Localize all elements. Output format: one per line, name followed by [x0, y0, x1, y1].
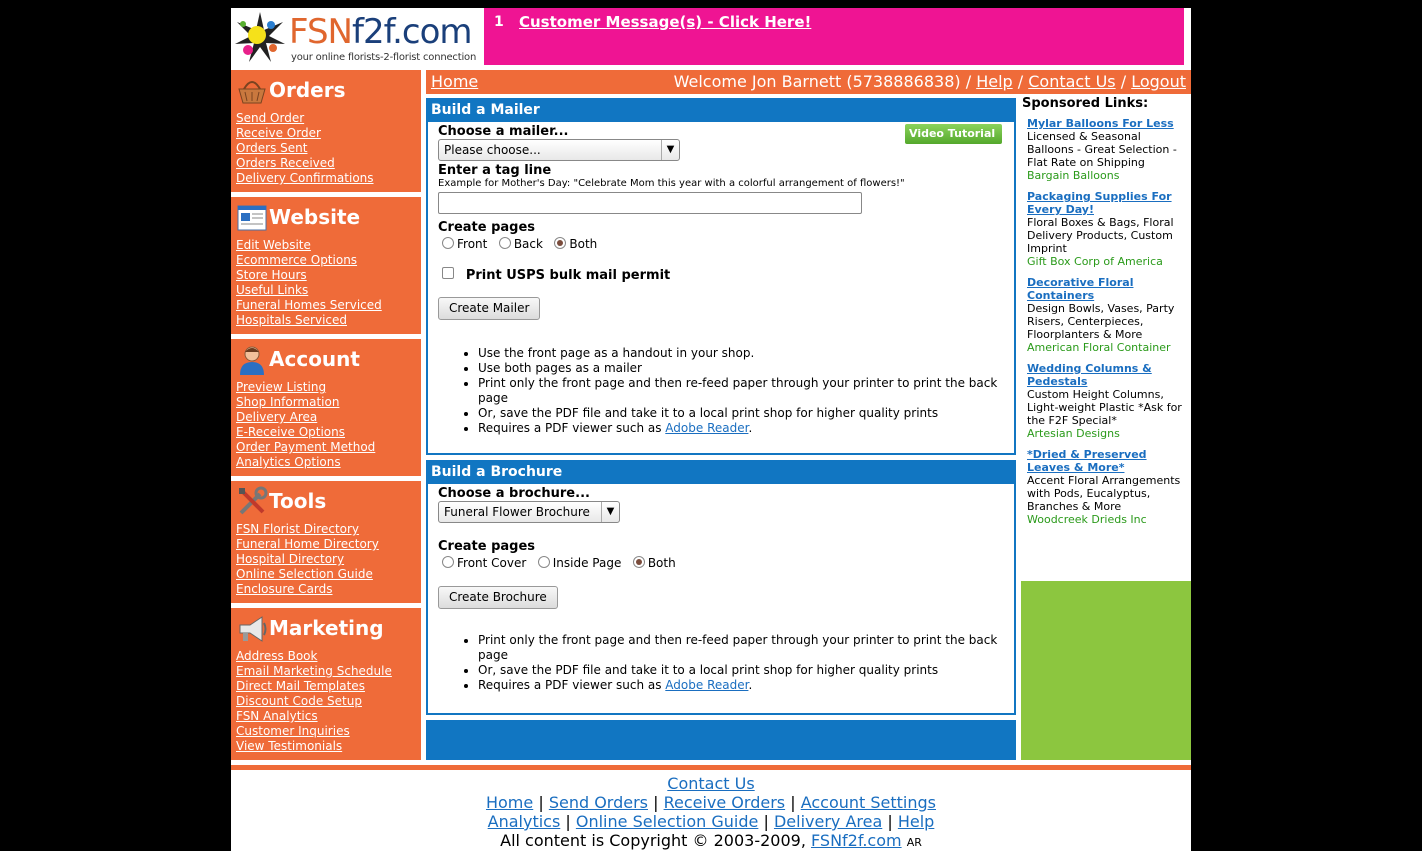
nav-separator: / [1017, 72, 1024, 91]
sidebar-item-funeral-homes-serviced[interactable]: Funeral Homes Serviced [236, 298, 382, 312]
ad-description: Design Bowls, Vases, Party Risers, Centerpieces, Floorplanters & More [1027, 302, 1175, 341]
customer-message-bar [484, 8, 1184, 65]
footer-account-settings-link[interactable]: Account Settings [800, 793, 936, 812]
blue-footer-bar [426, 720, 1016, 760]
sidebar-item-direct-mail-templates[interactable]: Direct Mail Templates [236, 679, 365, 693]
ad-company: Bargain Balloons [1027, 169, 1120, 182]
bulk-permit-checkbox[interactable] [442, 267, 454, 279]
build-brochure-panel [426, 460, 1016, 715]
sidebar-marketing-title: Marketing [269, 616, 384, 640]
top-nav-bar [426, 70, 1191, 94]
list-item: • Print only the front page and then re-feed paper through your printer to print the back page [478, 376, 1004, 406]
sidebar-item-address-book[interactable]: Address Book [236, 649, 318, 663]
sidebar-item-view-testimonials[interactable]: View Testimonials [236, 739, 343, 753]
ad-title-link[interactable]: Decorative Floral Containers [1027, 276, 1134, 302]
logo-tagline: your online florists-2-florist connection [291, 52, 477, 63]
footer-analytics-link[interactable]: Analytics [487, 812, 561, 831]
sidebar-item-ecommerce-options[interactable]: Ecommerce Options [236, 253, 358, 267]
ad-item [1021, 448, 1191, 534]
sidebar-item-preview-listing[interactable]: Preview Listing [236, 380, 327, 394]
ad-title-link[interactable]: Packaging Supplies For Every Day! [1027, 190, 1172, 216]
megaphone-icon [236, 613, 268, 645]
footer-online-selection-guide-link[interactable]: Online Selection Guide [575, 812, 759, 831]
sidebar-item-online-selection-guide[interactable]: Online Selection Guide [236, 567, 373, 581]
sidebar-item-edit-website[interactable]: Edit Website [236, 238, 311, 252]
nav-help-link[interactable]: Help [976, 72, 1013, 91]
nav-home-link[interactable]: Home [431, 72, 479, 91]
list-item: • Use the front page as a handout in your shop. [478, 346, 1004, 361]
footer-help-link[interactable]: Help [897, 812, 935, 831]
mailer-radio-front-label: Front [457, 237, 488, 251]
ad-company: Gift Box Corp of America [1027, 255, 1163, 268]
sidebar-orders-title: Orders [269, 78, 346, 102]
list-item: • Or, save the PDF file and take it to a local print shop for higher quality prints [478, 663, 1004, 678]
footer-separator: | [653, 793, 659, 812]
footer-tag: AR [906, 836, 922, 849]
sidebar-item-fsn-florist-directory[interactable]: FSN Florist Directory [236, 522, 360, 536]
nav-logout-link[interactable]: Logout [1131, 72, 1186, 91]
footer-divider [231, 765, 1191, 770]
brochure-radio-both[interactable] [633, 556, 645, 568]
sidebar-item-analytics-options[interactable]: Analytics Options [236, 455, 341, 469]
footer-separator: | [565, 812, 571, 831]
sidebar-item-fsn-analytics[interactable]: FSN Analytics [236, 709, 318, 723]
sidebar-item-store-hours[interactable]: Store Hours [236, 268, 307, 282]
sidebar-item-send-order[interactable]: Send Order [236, 111, 305, 125]
list-item: • Requires a PDF viewer such as Adobe Reader. [478, 421, 1004, 436]
brochure-select-value: Funeral Flower Brochure [444, 505, 590, 519]
brochure-instructions [438, 633, 1004, 693]
create-mailer-button[interactable]: Create Mailer [438, 297, 540, 320]
customer-messages-link[interactable]: Customer Message(s) - Click Here! [519, 13, 812, 31]
ad-description: Accent Floral Arrangements with Pods, Eucalyptus, Branches & More [1027, 474, 1181, 513]
sidebar-account [231, 339, 421, 476]
brochure-select[interactable] [438, 501, 620, 523]
list-item: • Use both pages as a mailer [478, 361, 1004, 376]
sidebar-website-title: Website [269, 205, 361, 229]
tools-icon [236, 486, 268, 518]
ad-company: Artesian Designs [1027, 427, 1120, 440]
mailer-radio-both-label: Both [569, 237, 598, 251]
sidebar-item-receive-order[interactable]: Receive Order [236, 126, 321, 140]
ad-description: Floral Boxes & Bags, Floral Delivery Products, Custom Imprint [1027, 216, 1174, 255]
green-ad-area [1021, 581, 1191, 760]
footer-separator: | [790, 793, 796, 812]
choose-mailer-label: Choose a mailer... [438, 124, 569, 139]
nav-separator: / [1120, 72, 1127, 91]
brochure-create-pages-label: Create pages [438, 539, 536, 554]
sidebar-item-enclosure-cards[interactable]: Enclosure Cards [236, 582, 333, 596]
mailer-radio-front[interactable] [442, 237, 454, 249]
brochure-radio-inside-page-label: Inside Page [552, 556, 622, 570]
mailer-radio-back-label: Back [513, 237, 543, 251]
sponsored-title: Sponsored Links: [1022, 96, 1149, 111]
footer [231, 774, 1191, 851]
choose-brochure-label: Choose a brochure... [438, 486, 590, 501]
video-tutorial-label: Video Tutorial [909, 127, 996, 140]
camera-icon: ▩ [909, 147, 920, 160]
sidebar-item-email-marketing-schedule[interactable]: Email Marketing Schedule [236, 664, 392, 678]
brochure-radio-both-label: Both [647, 556, 676, 570]
sidebar-item-delivery-confirmations[interactable]: Delivery Confirmations [236, 171, 374, 185]
sidebar-item-order-payment-method[interactable]: Order Payment Method [236, 440, 376, 454]
page [231, 8, 1191, 851]
nav-user-links [674, 72, 1186, 91]
tag-line-input[interactable] [438, 192, 862, 214]
bulk-permit-label: Print USPS bulk mail permit [465, 268, 671, 283]
sidebar-item-delivery-area[interactable]: Delivery Area [236, 410, 318, 424]
mailer-select[interactable] [438, 139, 680, 161]
ad-company: American Floral Container [1027, 341, 1171, 354]
flower-burst-icon [233, 10, 287, 64]
sidebar-item-useful-links[interactable]: Useful Links [236, 283, 309, 297]
welcome-text: Welcome Jon Barnett (5738886838) / [673, 72, 972, 91]
brochure-radio-front-cover-label: Front Cover [457, 556, 527, 570]
ad-title-link[interactable]: Wedding Columns & Pedestals [1027, 362, 1152, 388]
footer-separator: | [538, 793, 544, 812]
video-tutorial-button[interactable] [905, 124, 1002, 160]
nav-contact-link[interactable]: Contact Us [1028, 72, 1116, 91]
sidebar-item-orders-received[interactable]: Orders Received [236, 156, 335, 170]
chevron-down-icon: ▼ [661, 140, 679, 160]
sidebar-tools [231, 481, 421, 603]
ad-item [1021, 117, 1191, 190]
ad-item [1021, 362, 1191, 448]
sidebar-item-hospitals-serviced[interactable]: Hospitals Serviced [236, 313, 347, 327]
ad-item [1021, 276, 1191, 362]
list-item: • Requires a PDF viewer such as Adobe Reader. [478, 678, 1004, 693]
footer-separator: | [763, 812, 769, 831]
list-item: • Print only the front page and then re-feed paper through your printer to print the back page [478, 633, 1004, 663]
mailer-panel-title: Build a Mailer [428, 100, 1014, 122]
tag-line-example: Example for Mother's Day: "Celebrate Mom this year with a colorful arrangement of flowers!" [438, 178, 905, 189]
sidebar-website [231, 197, 421, 334]
mailer-instructions [438, 346, 1004, 436]
tag-line-label: Enter a tag line [438, 163, 552, 178]
basket-icon [236, 75, 268, 107]
build-mailer-panel [426, 98, 1016, 455]
sponsored-links [1021, 96, 1191, 534]
footer-home-link[interactable]: Home [485, 793, 534, 812]
mailer-radio-back[interactable] [499, 237, 511, 249]
footer-receive-orders-link[interactable]: Receive Orders [663, 793, 786, 812]
copyright-text: All content is Copyright © 2003-2009, [500, 831, 806, 850]
sidebar-tools-title: Tools [269, 489, 327, 513]
sidebar-item-orders-sent[interactable]: Orders Sent [236, 141, 308, 155]
footer-send-orders-link[interactable]: Send Orders [548, 793, 648, 812]
sidebar-item-customer-inquiries[interactable]: Customer Inquiries [236, 724, 350, 738]
ad-company: Woodcreek Drieds Inc [1027, 513, 1147, 526]
brochure-radio-front-cover[interactable] [442, 556, 454, 568]
sidebar-item-discount-code-setup[interactable]: Discount Code Setup [236, 694, 362, 708]
mailer-radio-both[interactable] [554, 237, 566, 249]
sidebar-item-shop-information[interactable]: Shop Information [236, 395, 340, 409]
sidebar-orders [231, 70, 421, 192]
adobe-reader-link[interactable]: Adobe Reader [665, 421, 749, 435]
ad-title-link[interactable]: *Dried & Preserved Leaves & More* [1027, 448, 1147, 474]
sidebar-marketing [231, 608, 421, 760]
user-icon [236, 344, 268, 376]
message-count: 1 [494, 14, 504, 30]
ad-title-link[interactable]: Mylar Balloons For Less [1027, 117, 1174, 130]
ad-description: Custom Height Columns, Light-weight Plastic *Ask for the F2F Special* [1027, 388, 1182, 427]
mailer-select-value: Please choose... [444, 143, 541, 157]
website-icon [236, 202, 268, 234]
ad-item [1021, 190, 1191, 276]
create-brochure-button[interactable]: Create Brochure [438, 586, 558, 609]
list-item: • Or, save the PDF file and take it to a local print shop for higher quality prints [478, 406, 1004, 421]
footer-separator: | [887, 812, 893, 831]
sidebar-account-title: Account [269, 347, 360, 371]
sidebar-item-funeral-home-directory[interactable]: Funeral Home Directory [236, 537, 379, 551]
adobe-reader-link[interactable]: Adobe Reader [665, 678, 749, 692]
brochure-panel-title: Build a Brochure [428, 462, 1014, 484]
fsn-logo[interactable] [231, 8, 484, 67]
footer-delivery-area-link[interactable]: Delivery Area [773, 812, 883, 831]
sidebar-item-e-receive-options[interactable]: E-Receive Options [236, 425, 346, 439]
mailer-create-pages-label: Create pages [438, 220, 536, 235]
footer-contact-link[interactable]: Contact Us [667, 774, 755, 793]
sidebar-item-hospital-directory[interactable]: Hospital Directory [236, 552, 345, 566]
chevron-down-icon: ▼ [601, 502, 619, 522]
brochure-radio-inside-page[interactable] [538, 556, 550, 568]
ad-description: Licensed & Seasonal Balloons - Great Selection - Flat Rate on Shipping [1027, 130, 1177, 169]
logo-wordmark: FSNf2f.com [289, 12, 472, 52]
footer-site-link[interactable]: FSNf2f.com [811, 831, 902, 850]
